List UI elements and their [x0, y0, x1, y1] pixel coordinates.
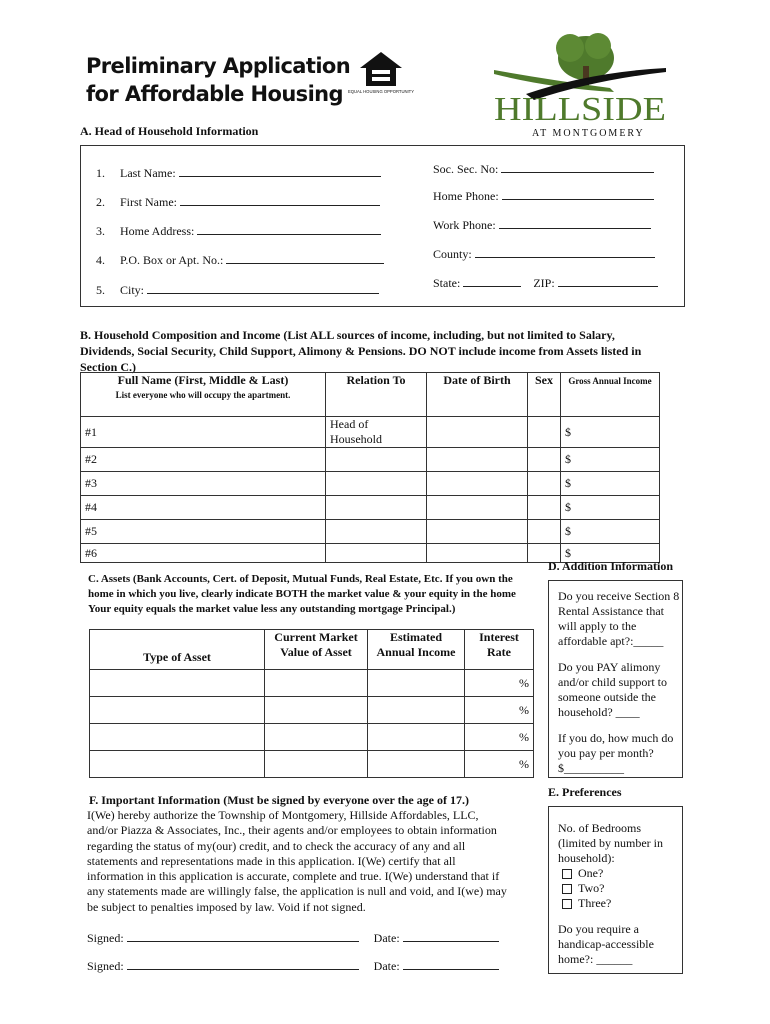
row-id[interactable]: #4 — [81, 496, 326, 520]
row-relation[interactable]: Head of Household — [326, 417, 427, 448]
col-rate-header: Interest Rate — [465, 630, 534, 670]
asset-rate-cell[interactable]: % — [465, 670, 534, 697]
row-sex[interactable] — [528, 496, 561, 520]
logo-name: HILLSIDE — [494, 91, 666, 128]
row-income[interactable]: $ — [561, 448, 660, 472]
home-phone-line[interactable] — [502, 188, 654, 200]
table-row — [81, 472, 660, 496]
date-line[interactable] — [403, 958, 499, 970]
ssn-field[interactable]: Soc. Sec. No: — [433, 161, 654, 177]
asset-type-cell[interactable] — [90, 751, 265, 778]
asset-rate-cell[interactable]: % — [465, 697, 534, 724]
household-table — [80, 372, 660, 563]
eho-text: EQUAL HOUSING OPPORTUNITY — [347, 89, 415, 94]
section8-question[interactable]: Do you receive Section 8 Rental Assistance that will apply to the affordable apt?:_____ — [558, 589, 680, 648]
equal-housing-icon — [347, 50, 415, 100]
row-dob[interactable] — [427, 448, 528, 472]
city-field[interactable]: 5. City: — [96, 282, 379, 298]
asset-rate-cell[interactable]: % — [465, 751, 534, 778]
row-sex[interactable] — [528, 520, 561, 544]
signature-row-2[interactable]: Signed: Date: — [87, 958, 499, 974]
table-row — [90, 670, 534, 697]
row-id[interactable]: #3 — [81, 472, 326, 496]
date-line[interactable] — [403, 930, 499, 942]
state-zip-field[interactable]: State: ZIP: — [433, 275, 658, 291]
row-dob[interactable] — [427, 472, 528, 496]
section-c-heading: C. Assets (Bank Accounts, Cert. of Deposit, Mutual Funds, Real Estate, Etc. If you own the home in which you live, clearly indicate BOTH the market value & your equity in the home Your equity equals the market value less any outstanding mortgage Principal.) — [88, 573, 516, 615]
asset-header-row — [90, 630, 534, 670]
section-f-heading: F. Important Information (Must be signed by everyone over the age of 17.) — [89, 793, 469, 807]
checkbox[interactable] — [562, 899, 572, 909]
row-dob[interactable] — [427, 417, 528, 448]
asset-market-cell[interactable] — [265, 670, 368, 697]
col-market-header: Current Market Value of Asset — [265, 630, 368, 670]
row-relation[interactable] — [326, 472, 427, 496]
hillside-logo — [490, 22, 670, 142]
checkbox[interactable] — [562, 869, 572, 879]
col-type-header: Type of Asset — [90, 630, 265, 670]
row-income[interactable]: $ — [561, 417, 660, 448]
po-box-field[interactable]: 4. P.O. Box or Apt. No.: — [96, 252, 384, 268]
asset-market-cell[interactable] — [265, 751, 368, 778]
row-relation[interactable] — [326, 520, 427, 544]
bedroom-option-three[interactable]: Three? — [562, 896, 682, 911]
asset-market-cell[interactable] — [265, 697, 368, 724]
asset-income-cell[interactable] — [368, 751, 465, 778]
first-name-line[interactable] — [180, 194, 380, 206]
bedroom-option-two[interactable]: Two? — [562, 881, 682, 896]
monthly-payment-question[interactable]: If you do, how much do you pay per month? $__________ — [558, 731, 674, 775]
asset-table — [89, 629, 534, 778]
section-d-box — [548, 580, 683, 778]
row-dob[interactable] — [427, 520, 528, 544]
page-title: Preliminary Application for Affordable Housing — [86, 54, 351, 106]
asset-income-cell[interactable] — [368, 670, 465, 697]
section-a-heading: A. Head of Household Information — [80, 124, 259, 138]
alimony-question[interactable]: Do you PAY alimony and/or child support to someone outside the household? ____ — [558, 660, 667, 719]
row-income[interactable]: $ — [561, 496, 660, 520]
row-relation[interactable] — [326, 544, 427, 563]
col-name-header: Full Name (First, Middle & Last) List everyone who will occupy the apartment. — [81, 373, 326, 417]
ssn-line[interactable] — [501, 161, 654, 173]
asset-type-cell[interactable] — [90, 670, 265, 697]
home-phone-field[interactable]: Home Phone: — [433, 188, 654, 204]
section-b-heading: B. Household Composition and Income (List ALL sources of income, including, but not limited to Salary, Dividends, Social Security, Child Support, Alimony & Pensions. DO NOT include income from Assets listed in Section C.) — [80, 328, 642, 374]
row-income[interactable]: $ — [561, 472, 660, 496]
col-income-header: Gross Annual Income — [561, 373, 660, 417]
handicap-question[interactable]: Do you require a handicap-accessible home?: ______ — [558, 922, 654, 966]
county-field[interactable]: County: — [433, 246, 655, 262]
row-id[interactable]: #6 — [81, 544, 326, 563]
checkbox[interactable] — [562, 884, 572, 894]
home-address-line[interactable] — [197, 223, 381, 235]
col-sex-header: Sex — [528, 373, 561, 417]
row-income[interactable]: $ — [561, 520, 660, 544]
table-row — [90, 697, 534, 724]
row-relation[interactable] — [326, 448, 427, 472]
section-e-heading: E. Preferences — [548, 785, 622, 799]
col-relation-header: Relation To — [326, 373, 427, 417]
row-dob[interactable] — [427, 496, 528, 520]
last-name-line[interactable] — [179, 165, 381, 177]
row-dob[interactable] — [427, 544, 528, 563]
household-header-row — [81, 373, 660, 417]
asset-type-cell[interactable] — [90, 697, 265, 724]
city-line[interactable] — [147, 282, 379, 294]
row-id[interactable]: #1 — [81, 417, 326, 448]
last-name-field[interactable]: 1. Last Name: — [96, 165, 381, 181]
bedroom-option-one[interactable]: One? — [562, 866, 682, 881]
home-address-field[interactable]: 3. Home Address: — [96, 223, 381, 239]
row-relation[interactable] — [326, 496, 427, 520]
table-row — [81, 520, 660, 544]
signature-line[interactable] — [127, 930, 359, 942]
work-phone-line[interactable] — [499, 217, 651, 229]
asset-rate-cell[interactable]: % — [465, 724, 534, 751]
section-e-box: No. of Bedrooms (limited by number in household): One? Two? Three? Do you require a handicap-accessible home?: ______ — [548, 806, 683, 974]
zip-line[interactable] — [558, 275, 658, 287]
asset-income-cell[interactable] — [368, 697, 465, 724]
row-sex[interactable] — [528, 448, 561, 472]
signature-row-1[interactable]: Signed: Date: — [87, 930, 499, 946]
col-dob-header: Date of Birth — [427, 373, 528, 417]
table-row — [81, 417, 660, 448]
row-id[interactable]: #5 — [81, 520, 326, 544]
table-row — [90, 751, 534, 778]
row-sex[interactable] — [528, 417, 561, 448]
table-row — [90, 724, 534, 751]
asset-type-cell[interactable] — [90, 724, 265, 751]
row-id[interactable]: #2 — [81, 448, 326, 472]
state-line[interactable] — [463, 275, 521, 287]
section-f-body: I(We) hereby authorize the Township of Montgomery, Hillside Affordables, LLC, and/or Piazza & Associates, Inc., their agents and/or employees to obtain information regarding the status of my(our) credit, and to check the accuracy of any and all statements and representations made in this application. I(We) certify that all information in this application is accurate, complete and true. I(We) understand that if any statements made are willingly false, the application is null and void, and I(we) may be subject to penalties imposed by law. Void if not signed. — [87, 808, 507, 914]
section-d-heading: D. Addition Information — [548, 559, 674, 573]
row-sex[interactable] — [528, 472, 561, 496]
table-row — [81, 496, 660, 520]
col-annual-income-header: Estimated Annual Income — [368, 630, 465, 670]
county-line[interactable] — [475, 246, 655, 258]
asset-income-cell[interactable] — [368, 724, 465, 751]
signature-line[interactable] — [127, 958, 359, 970]
first-name-field[interactable]: 2. First Name: — [96, 194, 380, 210]
table-row — [81, 448, 660, 472]
row-income[interactable]: $ — [561, 544, 660, 563]
asset-market-cell[interactable] — [265, 724, 368, 751]
work-phone-field[interactable]: Work Phone: — [433, 217, 651, 233]
po-box-line[interactable] — [226, 252, 384, 264]
logo-sub: AT MONTGOMERY — [532, 128, 645, 139]
